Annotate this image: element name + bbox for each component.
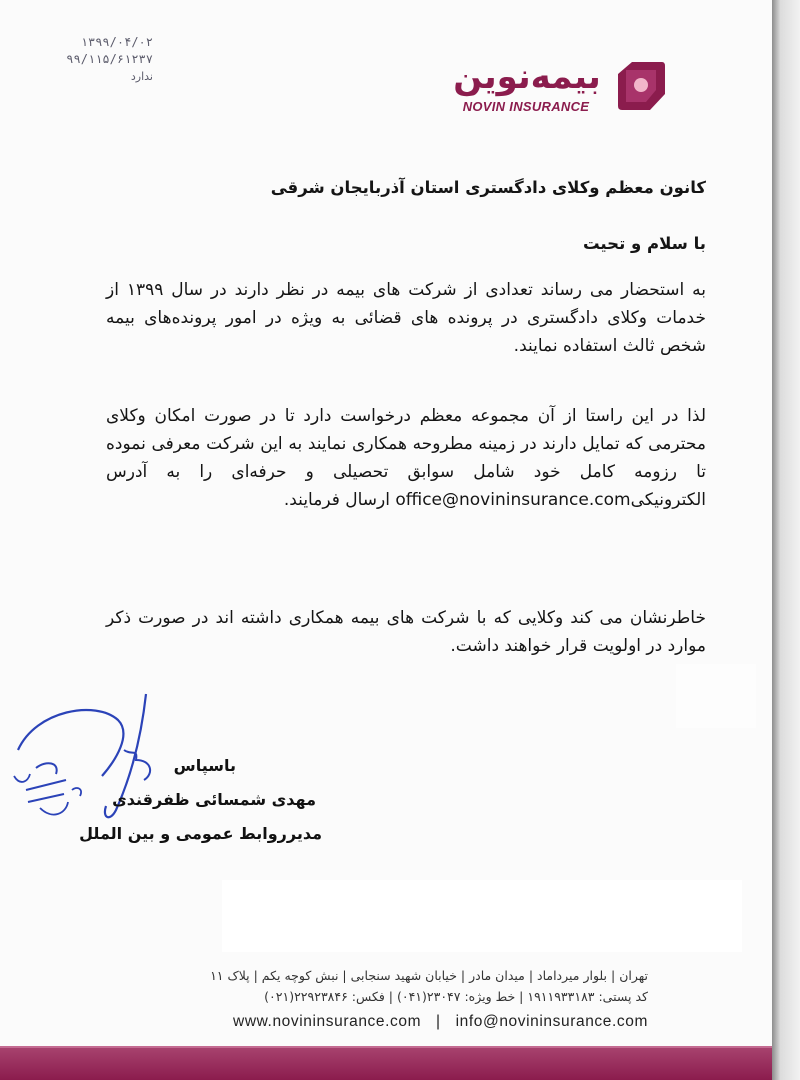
contact-email-link[interactable]: office@novininsurance.com: [395, 490, 631, 510]
paragraph-2-text: لذا در این راستا از آن مجموعه معظم درخواست دارد تا در صورت امکان وکلای محترمی که تمایل دارند در زمینه مطروحه همکاری نمایند به این شرکت معرفی نموده تا رزومه کامل خود شامل سوابق تحصیلی و حرفه‌ای را به آدرس الکترونیکی: [106, 406, 706, 510]
footer-address: تهران | بلوار میرداماد | میدان مادر | خیابان شهید سنجابی | نبش کوچه یکم | پلاک ۱۱: [210, 968, 648, 983]
logo-name-en: NOVIN INSURANCE: [462, 99, 590, 114]
company-logo: [440, 58, 668, 126]
footer-separator: |: [436, 1013, 441, 1030]
letter-date: ۱۳۹۹/۰۴/۰۲: [80, 35, 153, 49]
signer-name: مهدی شمسائی ظفرقندی: [112, 790, 316, 809]
letter-meta: [38, 34, 153, 85]
paragraph-3: خاطرنشان می کند وکلایی که با شرکت های بیمه همکاری داشته اند در صورت ذکر موارد در اولویت قرار خواهند داشت.: [106, 608, 706, 656]
footer-email-link[interactable]: info@novininsurance.com: [455, 1013, 648, 1030]
letter-number: ۹۹/۱۱۵/۶۱۲۳۷: [66, 52, 153, 66]
paragraph-1: به استحضار می رساند تعدادی از شرکت های بیمه در نظر دارند در سال ۱۳۹۹ از خدمات وکلای دادگستری در پرونده های قضائی به ویژه در امور پرونده‌های بیمه شخص ثالث استفاده نمایند.: [106, 280, 706, 356]
footer-color-bar: [0, 1048, 772, 1080]
correction-patch: [676, 664, 756, 728]
novin-logo-icon: [616, 60, 666, 112]
closing-line: باسپاس: [173, 756, 236, 775]
letter-attachment: ندارد: [130, 70, 153, 83]
footer-website-link[interactable]: www.novininsurance.com: [233, 1013, 422, 1030]
footer-contact: کد پستی: ۱۹۱۱۹۳۳۱۸۳ | خط ویژه: ۲۳۰۴۷(۰۴۱) | فکس: ۲۲۹۲۳۸۴۶(۰۲۱): [264, 989, 648, 1004]
recipient-line: کانون معظم وکلای دادگستری استان آذربایجان شرقی: [270, 178, 706, 197]
paragraph-2-ending: ارسال فرمایند.: [283, 490, 390, 510]
logo-name-fa: بیمه‌نوین: [453, 57, 601, 97]
scan-edge-shadow: [772, 0, 800, 1080]
redacted-area: [222, 880, 742, 952]
signer-title: مدیرروابط عمومی و بین الملل: [79, 824, 322, 843]
footer-links: [88, 1012, 648, 1032]
greeting-line: با سلام و تحیت: [582, 234, 706, 253]
paragraph-2: [106, 402, 706, 514]
